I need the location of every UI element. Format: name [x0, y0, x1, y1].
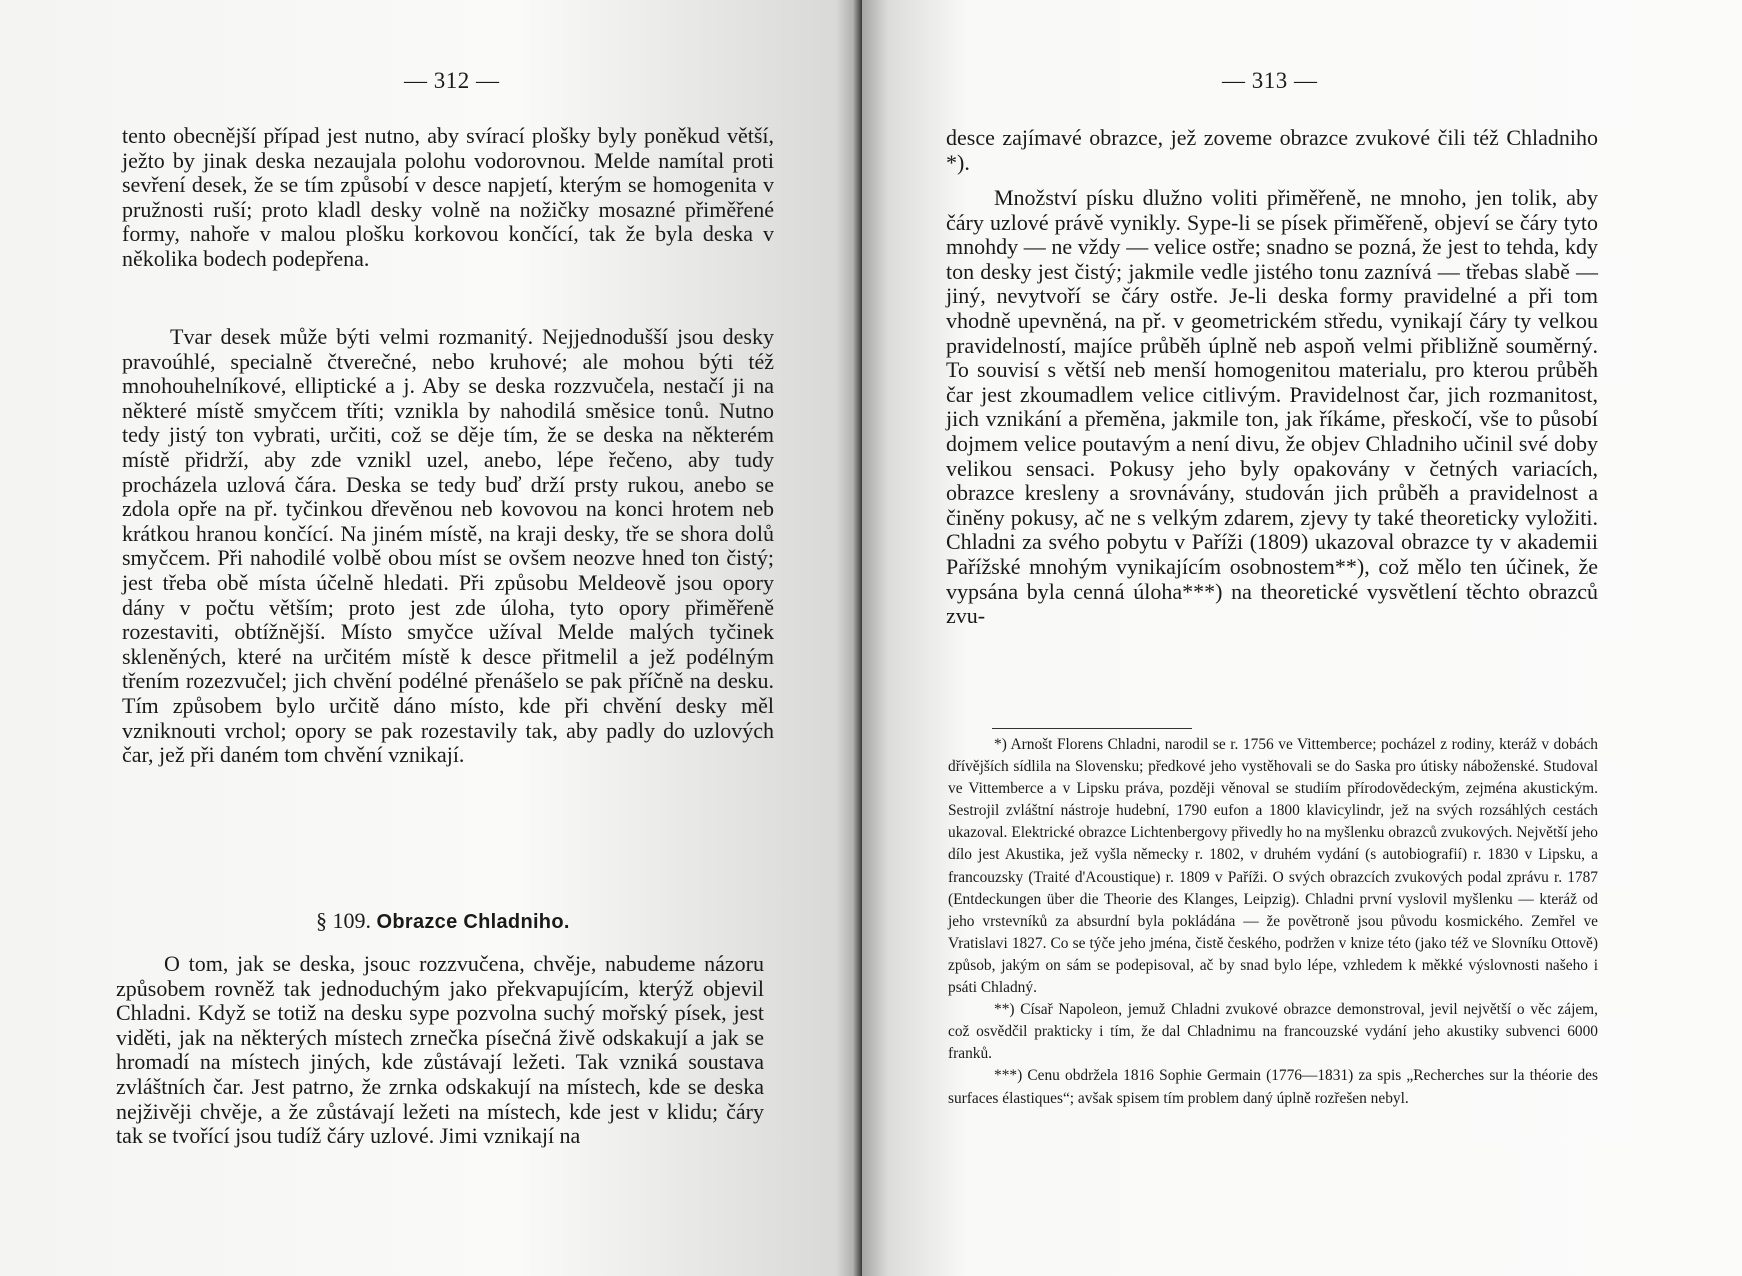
section-number: § 109.	[316, 908, 371, 933]
footnote-rule	[992, 728, 1192, 729]
left-page	[0, 0, 862, 1276]
paragraph: O tom, jak se deska, jsouc rozzvučena, chvěje, nabudeme názoru způsobem rovněž tak jednoduchým jako překvapujícím, kterýž objevil Chladni. Když se totiž na desku sype pozvolna suchý mořský písek, jest viděti, jak na některých místech zrnečka písečná živě odskakují a jak se hromadí na místech jiných, kde zůstávají ležeti. Tak vzniká soustava zvláštních čar. Jest patrno, že zrnka odskakují na místech, kde se deska nejživěji chvěje, a že zůstávají ležeti na místech, kde jest v klidu; čáry tak se tvořící jsou tudíž čáry uzlové. Jimi vznikají na	[116, 951, 764, 1149]
footnotes	[948, 734, 1598, 1110]
section-title: Obrazce Chladniho.	[376, 911, 570, 933]
right-text-block-1	[946, 126, 1598, 175]
right-text-block-2	[946, 186, 1598, 629]
left-text-block-1	[122, 124, 774, 272]
page-number-left: — 312 —	[404, 68, 500, 93]
left-text-block-3	[116, 952, 764, 1149]
page-number-right: — 313 —	[1222, 68, 1318, 93]
footnote: *) Arnošt Florens Chladni, narodil se r. 1756 ve Vittemberce; pocházel z rodiny, kteráž v dobách dřívějších sídlila na Slovensku; předkové jeho vystěhovali se do Saska pro útisky náboženské. Studoval ve Vittemberce a v Lipsku práva, později věnoval se studiím přírodovědeckým, zejména akustickým. Sestrojil zvláštní nástroje hudební, 1790 eufon a 1800 klavicylindr, jež na svých rozsáhlých cestách ukazoval. Elektrické obrazce Lichtenbergovy přivedly ho na myšlenku obrazců zvukových. Největší jeho dílo jest Akustika, jež vyšla německy r. 1802, v druhém vydání (s autobiografií) r. 1830 v Lipsku, a francouzsky (Traité d'Acoustique) r. 1809 v Paříži. O svých obrazcích zvukových podal zprávu r. 1787 (Entdeckungen über die Theorie des Klanges, Leipzig). Chladni první vyslovil myšlenku — kteráž od jeho vrstevníků za absurdní byla pokládána — že povětroně jsou původu kosmického. Zemřel ve Vratislavi 1827. Co se týče jeho jména, čistě českého, podržen v knize této (jako též ve Slovníku Ottově) způsob, jakým on sám se podepisoval, ač by snad bylo lépe, vzhledem k měkké výslovnosti našeho i psáti Chladný.	[948, 736, 1598, 997]
left-text-block-2	[122, 325, 774, 768]
footnote: ***) Cenu obdržela 1816 Sophie Germain (1776—1831) za spis „Recherches sur la théorie des surfaces élastiques“; avšak spisem tím problem daný úplně rozřešen nebyl.	[948, 1067, 1598, 1107]
paragraph: desce zajímavé obrazce, jež zoveme obrazce zvukové čili též Chladniho *).	[946, 125, 1598, 175]
paragraph: Množství písku dlužno voliti přiměřeně, ne mnoho, jen tolik, aby čáry uzlové právě vynikly. Sype-li se písek přiměřeně, objeví se čáry tyto mnohdy — ne vždy — velice ostře; snadno se pozná, že jest to tehda, kdy ton desky jest čistý; jakmile vedle jistého tonu zaznívá — třebas slabě — jiný, nevytvoří se čáry ostře. Je-li deska formy pravidelné a při tom vhodně upevněná, na př. v geometrickém středu, vynikají čáry ty velkou pravidelností, majíce průběh úplně neb aspoň velmi přibližně souměrný. To souvisí s větší neb menší homogenitou materialu, pro kterou průběh čar jest zkoumadlem velice citlivým. Pravidelnost čar, jich rozmanitost, jich vznikání a přeměna, jakmile ton, jak říkáme, přeskočí, vše to působí dojmem velice poutavým a není divu, že objev Chladniho učinil své doby velikou sensaci. Pokusy jeho byly opakovány v četných variacích, obrazce kresleny a srovnávány, studován jich průběh a pravidelnost a činěny pokusy, ač ne s velkým zdarem, zjevy ty také theoreticky vyložiti. Chladni za svého pobytu v Paříži (1809) ukazoval obrazce ty v akademii Pařížské mnohým vynikajícím osobnostem**), což mělo ten účinek, že vypsána byla cenná úloha***) na theoretické vysvětlení těchto obrazců zvu-	[946, 185, 1598, 629]
paragraph: Tvar desek může býti velmi rozmanitý. Nejjednodušší jsou desky pravoúhlé, specialně čtverečné, nebo kruhové; ale mohou býti též mnohouhelníkové, elliptické a j. Aby se deska rozzvučela, nestačí ji na některé místě smyčcem tříti; vznikla by nahodilá směsice tonů. Nutno tedy jistý ton vybrati, určiti, což se děje tím, že se deska na některém místě přidrží, aby zde vznikl uzel, anebo, lépe řečeno, aby tudy procházela uzlová čára. Deska se tedy buď drží prsty rukou, anebo se zdola opře na př. tyčinkou dřevěnou neb kovovou na konci hrotem neb krátkou hranou končící. Na jiném místě, na kraji desky, tře se shora dolů smyčcem. Při nahodilé volbě obou míst se ovšem neozve hned ton čistý; jest třeba obě místa účelně hledati. Při způsobu Meldeově jsou opory dány v počtu větším; proto jest zde úloha, tyto opory přiměřeně rozestaviti, obtížnější. Místo smyčce užíval Melde malých tyčinek skleněných, které na určitém místě k desce přitmelil a jež podélným třením rozezvučel; jich chvění podélné přenášelo se pak příčně na desku. Tím způsobem bylo určitě dáno místo, kde při chvění desky měl vzniknouti vrchol; opory se pak rozestavily tak, aby padly do uzlových čar, jež při daném tom chvění vznikají.	[122, 324, 774, 768]
footnote: **) Císař Napoleon, jemuž Chladni zvukové obrazce demonstroval, jevil největší o věc zájem, což osvědčil prakticky i tím, že dal Chladnimu na francouzské vydání jeho akustiky subvenci 6000 franků.	[948, 1001, 1598, 1063]
section-heading	[316, 908, 570, 934]
paragraph: tento obecnější případ jest nutno, aby svírací plošky byly poněkud větší, ježto by jinak deska nezaujala polohu vodorovnou. Melde namítal proti sevření desek, že se tím způsobí v desce napjetí, kterým se homogenita v pružnosti ruší; proto kladl desky volně na nožičky mosazné přiměřené formy, nahoře v malou plošku korkovou končící, tak že byla deska v několika bodech podepřena.	[122, 123, 774, 271]
